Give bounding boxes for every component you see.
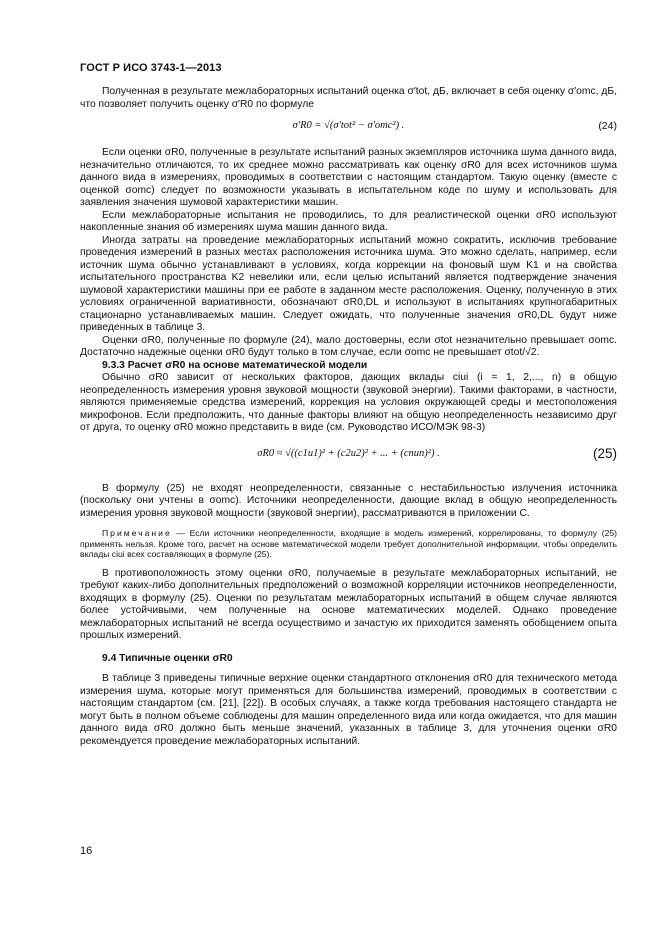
note-label: Примечание <box>102 528 172 538</box>
paragraph-9: В таблице 3 приведены типичные верхние оценки стандартного отклонения σR0 для технического метода измерения шума, которые могут применяться для большинства измерений, проводимых в соответствии с настоящим стандартом (см. [21], [22]). В особых случаях, а также когда требования настоящего стандарта не могут быть в полном объеме соблюдены для машин определенного вида или когда ожидается, что для машин данного вида σR0 должно быть меньше значений, указанных в таблице 3, для уточнения оценки σR0 рекомендуется проведение межлабораторных испытаний. <box>80 673 617 747</box>
page-number: 16 <box>80 845 93 857</box>
section-heading-9-4: 9.4 Типичные оценки σR0 <box>102 652 233 664</box>
formula-25 <box>80 441 617 475</box>
section-heading-9-3-3: 9.3.3 Расчет σR0 на основе математической модели <box>102 359 368 371</box>
document-body <box>80 86 617 748</box>
formula-25-expression: σR0 ≈ √((c1u1)² + (c2u2)² + ... + (cnun)²) . <box>257 447 440 459</box>
paragraph-8: В противоположность этому оценки σR0, получаемые в результате межлабораторных испытаний, не требуют каких-либо дополнительных предположений о возможной корреляции источников неопределенности, входящих в формулу (25). Оценки по результатам межлабораторных испытаний в общем случае являются более устойчивыми, чем полученные на основе математических моделей. Однако проведение межлабораторных испытаний не всегда осуществимо и зачастую их приходится заменять обобщением опыта прошлых измерений. <box>80 567 617 642</box>
formula-24-expression: σ′R0 = √(σ′tot² − σ′omc²) . <box>292 120 405 131</box>
formula-25-number: (25) <box>592 445 617 461</box>
document-header: ГОСТ Р ИСО 3743-1—2013 <box>80 62 222 74</box>
note-text: — Если источники неопределенности, входящие в модель измерений, коррелированы, то формулу (25) применять нельзя. Кроме того, расчет на основе математической модели требует дополнительной информации, чтобы определить вклады ciui всех составляющих в формуле (25). <box>80 528 617 560</box>
paragraph-5: Оценки σR0, полученные по формуле (24), мало достоверны, если σtot незначительно превышает σomc. Достаточно надежные оценки σR0 будут только в том случае, если σomc не превышает σtot/√2. <box>80 334 617 358</box>
formula-24-number: (24) <box>598 120 617 132</box>
paragraph-2: Если оценки σR0, полученные в результате испытаний разных экземпляров источника шума данного вида, незначительно отличаются, то их среднее можно рассматривать как оценку σR0 для всех источников шума данного вида в измерениях, проводимых в соответствии с настоящим стандартом. Такую оценку (вместе с оценкой σomc) следует по возможности указывать в испытательном коде по шуму и использовать для заявления значения шумовой характеристики машин. <box>80 147 617 208</box>
paragraph-3: Если межлабораторные испытания не проводились, то для реалистической оценки σR0 используют накопленные знания об измерениях шума машин данного вида. <box>80 209 617 233</box>
paragraph-7: В формулу (25) не входят неопределенности, связанные с нестабильностью излучения источника (поскольку они учтены в σomc). Источники неопределенности, дающие вклад в общую неопределенность измерения уровня звуковой мощности (звуковой энергии), рассматриваются в приложении С. <box>80 482 617 519</box>
paragraph-6: Обычно σR0 зависит от нескольких факторов, дающих вклады ciui (i = 1, 2,..., n) в общую неопределенность измерения уровня звуковой мощности (звуковой энергии). Такими факторами, в частности, являются применяемые средства измерений, коррекция на условия окружающей среды и местоположения микрофонов. Если предположить, что данные факторы влияют на общую неопределенность независимо друг от друга, то оценку σR0 можно представить в виде (см. Руководство ИСО/МЭК 98-3) <box>80 372 617 433</box>
formula-24 <box>80 113 617 143</box>
note <box>80 528 617 560</box>
paragraph-1: Полученная в результате межлабораторных испытаний оценка σ′tot, дБ, включает в себя оценку σ′omc, дБ, что позволяет получить оценку σ′R0 по формуле <box>80 86 617 110</box>
paragraph-4: Иногда затраты на проведение межлабораторных испытаний можно сократить, исключив требование проведения измерений в разных местах расположения источника шума. Это можно сделать, например, если источник шума обычно устанавливают в условиях, когда коррекции на фоновый шум K1 и на свойства испытательного пространства K2 невелики или, если целью испытаний является подтверждение значения шумовой характеристики машины при ее работе в заданном месте расположения. Оценку, полученную в этих условиях ограниченной вариативности, обозначают σR0,DL и используют в испытаниях крупногабаритных стационарно устанавливаемых машин. Следует ожидать, что полученные значения σR0,DL будут ниже приведенных в таблице 3. <box>80 234 617 333</box>
